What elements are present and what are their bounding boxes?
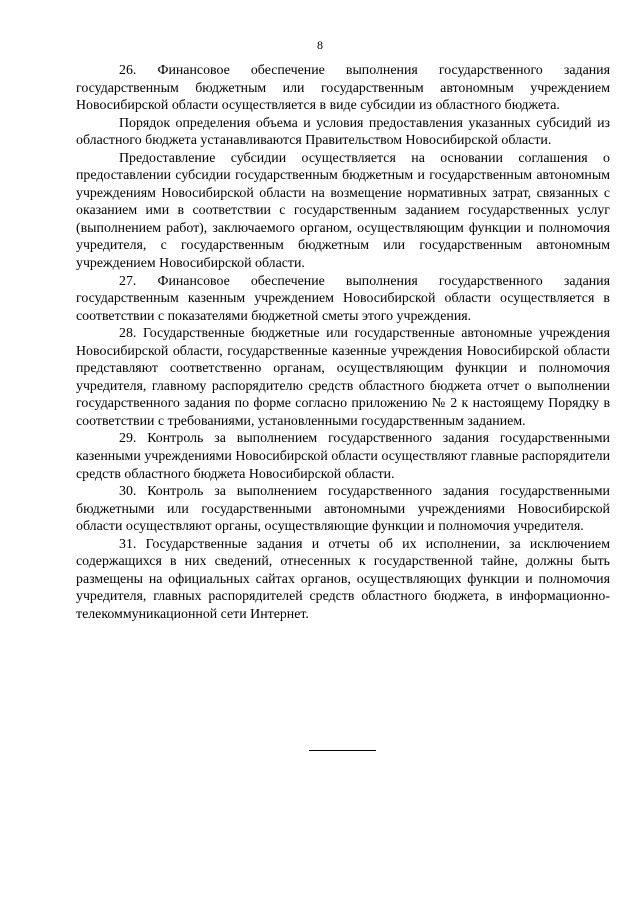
paragraph-29: 29. Контроль за выполнением государственного задания государственными казенными учреждениями Новосибирской области осуществляют главные распорядители средств областного бюджета Новосибирской области. [76,431,610,482]
paragraph-26: 26. Финансовое обеспечение выполнения государственного задания государственным бюджетным или государственным автономным учреждением Новосибирской области осуществляется в виде субсидии из областного бюджета. [76,63,610,114]
page-number: 8 [317,38,323,52]
paragraph-30: 30. Контроль за выполнением государственного задания государственными бюджетными или государственными автономными учреждениями Новосибирской области осуществляют органы, осуществляющие функции и полномочия учредителя. [76,484,610,535]
paragraph-26-procedure: Порядок определения объема и условия предоставления указанных субсидий из областного бюджета устанавливаются Правительством Новосибирской области. [76,115,610,149]
paragraph-26-subsidy-agreement: Предоставление субсидии осуществляется на основании соглашения о предоставлении субсидии государственным бюджетным и государственным автономным учреждениям Новосибирской области на возмещение нормативных затрат, связанных с оказанием ими в соответствии с государственным заданием государственных услуг (выполнением работ), заключаемого органом, осуществляющим функции и полномочия учредителя, с государственным бюджетным или государственным автономным учреждением Новосибирской области. [76,150,610,272]
paragraph-28: 28. Государственные бюджетные или государственные автономные учреждения Новосибирской области, государственные казенные учреждения Новосибирской области представляют соответственно органам, осуществляющим функции и полномочия учредителя, главному распорядителю средств областного бюджета отчет о выполнении государственного задания по форме согласно приложению № 2 к настоящему Порядку в соответствии с требованиями, установленными государственным заданием. [76,326,610,429]
document-body [76,62,610,624]
paragraph-27: 27. Финансовое обеспечение выполнения государственного задания государственным казенным учреждением Новосибирской области осуществляется в соответствии с показателями бюджетной сметы этого учреждения. [76,273,610,324]
end-of-document-line [309,750,376,751]
paragraph-31: 31. Государственные задания и отчеты об их исполнении, за исключением содержащихся в них сведений, отнесенных к государственной тайне, должны быть размещены на официальных сайтах органов, осуществляющих функции и полномочия учредителя, главных распорядителей средств областного бюджета, в информационно-телекоммуникационной сети Интернет. [76,536,610,622]
